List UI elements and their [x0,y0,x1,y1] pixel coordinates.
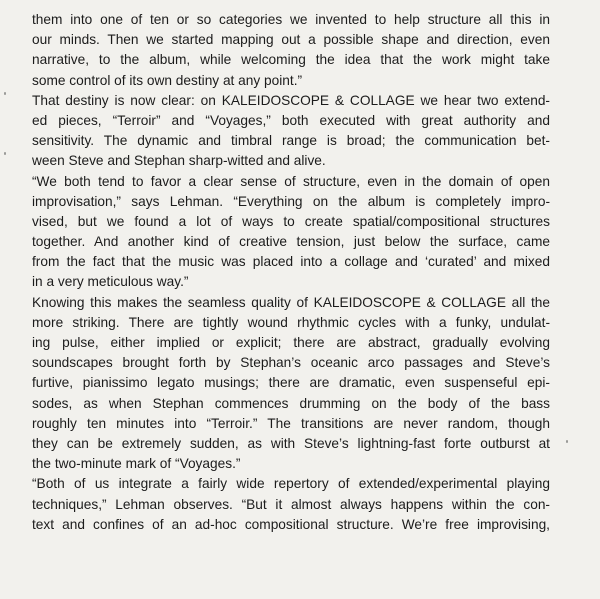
text-line: techniques,” Lehman observes. “But it almost always happens within the con- [32,496,550,512]
text-line: they can be extremely sudden, as with Steve’s lightning-fast forte outburst at [32,435,550,451]
text-line: in a very meticulous way.” [32,274,189,290]
text-line: narrative, to the album, while welcoming the idea that the work might take [32,52,550,68]
text-line: from the fact that the music was placed into a collage and ‘curated’ and mixed [32,254,550,270]
text-line: some control of its own destiny at any point.” [32,72,303,88]
text-line: soundscapes brought forth by Stephan’s oceanic arco passages and Steve’s [32,355,550,371]
text-line: more striking. There are tightly wound rhythmic cycles with a funky, undulat- [32,314,550,330]
text-line: “Both of us integrate a fairly wide repertory of extended/experimental playing [32,476,550,492]
text-line: together. And another kind of creative tension, just below the surface, came [32,234,550,250]
text-line: ing pulse, either implied or explicit; there are abstract, gradually evolving [32,335,550,350]
text-line: text and confines of an ad-hoc compositional structure. We’re free improvising, [32,516,550,532]
text-line: vised, but we found a lot of ways to create spatial/compositional structures [32,213,550,229]
scan-speck [4,152,6,155]
text-line: the two-minute mark of “Voyages.” [32,456,241,472]
text-line: “We both tend to favor a clear sense of structure, even in the domain of open [32,173,550,189]
text-line: ween Steve and Stephan sharp-witted and alive. [32,153,326,169]
text-line: sodes, as when Stephan commences drumming on the body of the bass [32,395,550,411]
text-line: That destiny is now clear: on KALEIDOSCOPE & COLLAGE we hear two extend- [32,92,550,108]
text-line: our minds. Then we started mapping out a possible shape and direction, even [32,32,550,48]
text-line: Knowing this makes the seamless quality of KALEIDOSCOPE & COLLAGE all the [32,294,550,310]
text-line: roughly ten minutes into “Terroir.” The transitions are never random, though [32,415,550,431]
scan-speck [566,440,568,443]
text-line: furtive, pianissimo legato musings; there are dramatic, even suspenseful epi- [32,375,550,391]
scan-speck [4,92,6,95]
body-text [32,10,550,535]
text-line: them into one of ten or so categories we invented to help structure all this in [32,12,550,27]
text-line: ed pieces, “Terroir” and “Voyages,” both executed with great authority and [32,112,550,128]
text-line: sensitivity. The dynamic and timbral range is broad; the communication bet- [32,133,550,149]
text-line: improvisation,” says Lehman. “Everything on the album is completely impro- [32,193,550,209]
